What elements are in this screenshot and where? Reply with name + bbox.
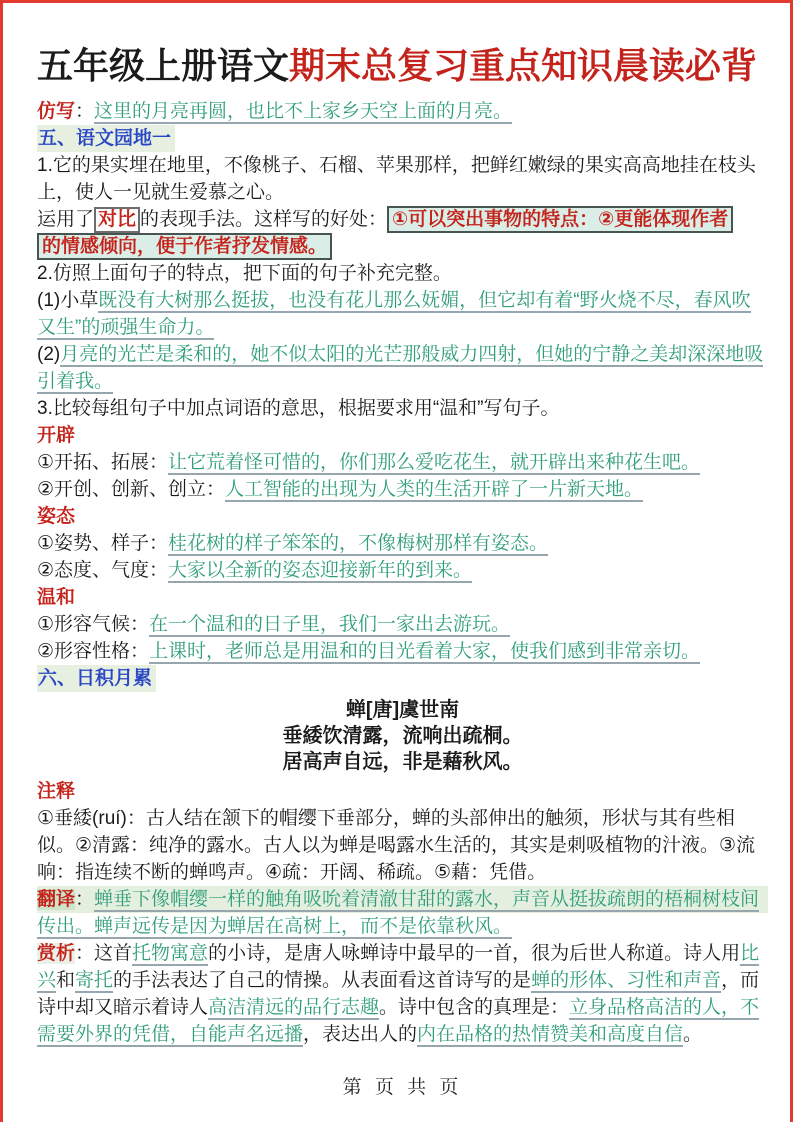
kaipi-item-1 [37, 449, 768, 476]
shangxi-seg-3: 比兴 [37, 943, 760, 991]
wenhe-item-1-label: ①形容气候： [37, 614, 150, 635]
question-3: 3.比较每组句子中加点词语的意思，根据要求用“温和”写句子。 [37, 398, 560, 419]
method-line [37, 206, 768, 260]
wenhe-item-2 [37, 638, 768, 665]
answer-box-1: ①可以突出事物的特点：②更能体现作者 [387, 206, 733, 233]
shangxi-seg-8: ，而诗中却又暗示着诗人 [37, 970, 760, 1018]
section-heading-5-line [37, 125, 768, 152]
fanyi-label: 翻译 [37, 889, 76, 910]
shangxi-seg-5: 寄托 [75, 970, 114, 991]
kaipi-item-2 [37, 476, 768, 503]
method-mid: 的表现手法。这样写的好处： [140, 209, 388, 230]
shangxi-seg-10: 。诗中包含的真理是： [379, 997, 570, 1018]
fangxie-colon: ： [75, 101, 95, 122]
wenhe-item-2-answer: 上课时，老师总是用温和的目光看着大家，使我们感到非常亲切。 [149, 641, 701, 662]
shangxi-seg-11: 立身品格高洁的人，不需要外界的凭借，自能声名远播 [37, 997, 760, 1045]
subitem-1-pre: 小草 [60, 290, 99, 311]
shangxi-line [37, 940, 768, 1048]
heading-kaipi: 开辟 [37, 425, 76, 446]
title-grade-part: 五年级上册语文 [37, 45, 290, 86]
zitai-item-2-label: ②态度、气度： [37, 560, 169, 581]
fanyi-line [37, 886, 768, 940]
zitai-item-1 [37, 530, 768, 557]
subitem-1-answer: 既没有大树那么挺拔，也没有花儿那么妩媚，但它却有着“野火烧不尽，春风吹又生”的顽强生命力。 [37, 290, 751, 338]
fanyi-colon: ： [75, 889, 95, 910]
subitem-1 [37, 287, 768, 341]
page-footer: 第 页 共 页 [342, 1077, 463, 1098]
kaipi-item-1-label: ①开拓、拓展： [37, 452, 169, 473]
poem-block [37, 697, 768, 775]
shangxi-seg-13: 内在品格的热情赞美和高度自信 [417, 1024, 684, 1045]
duibi-box: 对比 [94, 207, 140, 233]
shangxi-seg-1: 托物寓意 [132, 943, 209, 964]
fangxie-answer: 这里的月亮再圆，也比不上家乡天空上面的月亮。 [94, 101, 513, 122]
shangxi-label: 赏析 [37, 943, 76, 964]
poem-line-1: 垂緌饮清露，流响出疏桐。 [282, 725, 523, 747]
shangxi-colon: ： [75, 943, 95, 964]
wenhe-item-1-answer: 在一个温和的日子里，我们一家出去游玩。 [149, 614, 511, 635]
kaipi-item-1-answer: 让它荒着怪可惜的，你们那么爱吃花生，就开辟出来种花生吧。 [168, 452, 701, 473]
answer-box-2: 的情感倾向，便于作者抒发情感。 [37, 233, 332, 260]
subitem-2 [37, 341, 768, 395]
heading-zitai: 姿态 [37, 506, 76, 527]
shangxi-seg-14: 。 [683, 1024, 703, 1045]
wenhe-item-2-label: ②形容性格： [37, 641, 150, 662]
question-1: 1.它的果实埋在地里，不像桃子、石榴、苹果那样，把鲜红嫩绿的果实高高地挂在枝头上，使人一见就生爱慕之心。 [37, 155, 756, 203]
zitai-item-2-answer: 大家以全新的姿态迎接新年的到来。 [168, 560, 473, 581]
fanyi-answer: 蝉垂下像帽缨一样的触角吸吮着清澈甘甜的露水，声音从挺拔疏朗的梧桐树枝间传出。蝉声远传是因为蝉居在高树上，而不是依靠秋风。 [37, 889, 760, 937]
page-title [37, 43, 768, 89]
shangxi-seg-6: 的手法表达了自己的情操。从表面看这首诗写的是 [113, 970, 532, 991]
zitai-item-1-answer: 桂花树的样子笨笨的，不像梅树那样有姿态。 [168, 533, 549, 554]
question-2: 2.仿照上面句子的特点，把下面的句子补充完整。 [37, 263, 452, 284]
section-heading-6: 六、日积月累 [37, 665, 156, 692]
subitem-1-num: (1) [37, 290, 61, 311]
shangxi-seg-2: 的小诗，是唐人咏蝉诗中最早的一首，很为后世人称道。诗人用 [208, 943, 741, 964]
wenhe-item-1 [37, 611, 768, 638]
subitem-2-answer: 月亮的光芒是柔和的，她不似太阳的光芒那般威力四射，但她的宁静之美却深深地吸引着我。 [37, 344, 764, 392]
kaipi-item-2-label: ②开创、创新、创立： [37, 479, 226, 500]
heading-zhushi: 注释 [37, 781, 76, 802]
zhushi-text: ①垂緌(ruí)：古人结在颔下的帽缨下垂部分，蝉的头部伸出的触须，形状与其有些相似。②清露：纯净的露水。古人以为蝉是喝露水生活的，其实是刺吸植物的汁液。③流响：指连续不断的蝉鸣声。④疏：开阔、稀疏。⑤藉：凭借。 [37, 808, 756, 883]
title-topic-part: 期末总复习重点知识晨读必背 [289, 45, 758, 86]
shangxi-seg-7: 蝉的形体、习性和声音 [531, 970, 722, 991]
kaipi-item-2-answer: 人工智能的出现为人类的生活开辟了一片新天地。 [225, 479, 644, 500]
poem-title: 蝉[唐]虞世南 [345, 699, 460, 721]
zitai-item-1-label: ①姿势、样子： [37, 533, 169, 554]
fangxie-line [37, 98, 768, 125]
method-pre: 运用了 [37, 209, 95, 230]
heading-wenhe: 温和 [37, 587, 76, 608]
shangxi-seg-4: 和 [56, 970, 76, 991]
subitem-2-num: (2) [37, 344, 61, 365]
section-heading-5: 五、语文园地一 [37, 125, 175, 152]
zitai-item-2 [37, 557, 768, 584]
shangxi-seg-12: ，表达出人的 [303, 1024, 418, 1045]
fangxie-label: 仿写 [37, 101, 76, 122]
section-heading-6-line [37, 665, 768, 692]
shangxi-seg-9: 高洁清远的品行志趣 [208, 997, 380, 1018]
shangxi-seg-0: 这首 [94, 943, 133, 964]
poem-line-2: 居高声自远，非是藉秋风。 [282, 751, 523, 773]
